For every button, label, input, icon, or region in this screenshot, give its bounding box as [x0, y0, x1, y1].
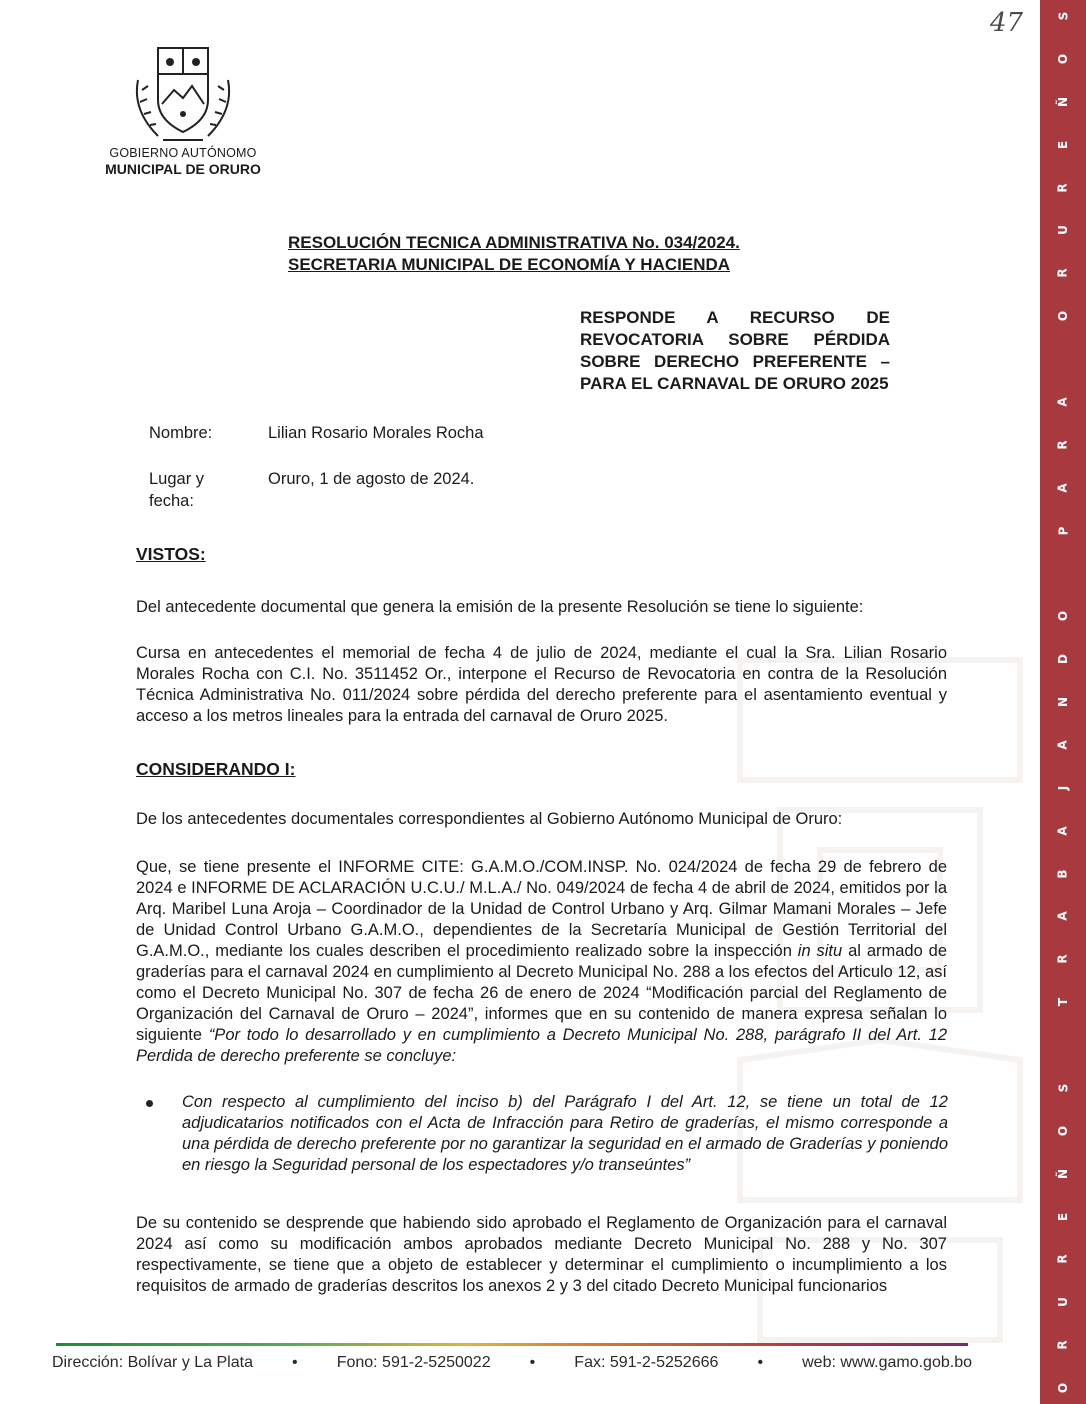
side-band-letter: R [1056, 954, 1070, 964]
footer-color-rule [56, 1343, 968, 1346]
org-name-line1: GOBIERNO AUTÓNOMO [109, 146, 257, 160]
side-band-letter: O [1055, 1382, 1070, 1394]
side-band-letter: O [1055, 53, 1070, 64]
municipal-coat-of-arms-logo [128, 40, 238, 152]
name-label: Nombre: [149, 424, 213, 442]
side-band [1040, 0, 1086, 1404]
side-band-letter: N [1055, 696, 1070, 708]
footer-phone: Fono: 591-2-5250022 [336, 1354, 491, 1371]
side-band-letter: R [1056, 1254, 1070, 1264]
handwritten-page-number: 47 [990, 8, 1024, 38]
side-band-letter: S [1056, 11, 1070, 21]
title-line-2: SECRETARIA MUNICIPAL DE ECONOMÍA Y HACIENDA [288, 255, 731, 274]
bullet-icon [146, 1100, 153, 1107]
side-band-letter: Ñ [1055, 96, 1070, 107]
side-band-letter: A [1055, 911, 1070, 922]
side-band-letter: R [1056, 1340, 1070, 1350]
side-band-letter: R [1056, 182, 1070, 193]
side-band-letter: A [1055, 397, 1070, 407]
side-band-letter: R [1056, 268, 1070, 278]
considerando-paragraph-1: De los antecedentes documentales correspondientes al Gobierno Autónomo Municipal de Oruro: [136, 810, 843, 828]
place-label-1: Lugar y [149, 470, 205, 488]
side-band-letter: A [1055, 740, 1070, 750]
bullet-item-1: Con respecto al cumplimiento del inciso b) del Parágrafo I del Art. 12, se tiene un total de 12 adjudicatarios notificados con el Acta de Infracción para Retiro de graderías, el mismo corresponde a una pérdida de derecho preferente por no garantizar la seguridad en el armado de Graderías y poniendo en riesgo la Seguridad personal de los espectadores y/o transeúntes” [182, 1093, 948, 1174]
side-band-letter: O [1055, 1125, 1070, 1136]
side-band-letter [1057, 357, 1069, 361]
footer-separator: • [292, 1354, 298, 1371]
place-label-2: fecha: [149, 492, 194, 510]
considerando-p2-part-b: al armado de graderías para el carnaval 2024 en cumplimiento al Decreto Municipal No. 288 a los efectos del Articulo 12, así como el Decreto Municipal No. 307 de fecha 26 de enero de 2024 “Modificación parcial del Reglamento de Organización del Carnaval de Oruro – 2024”, informes que en su contenido de manera expresa señalan lo siguiente [136, 942, 947, 1044]
footer-separator: • [529, 1354, 536, 1371]
footer-separator: • [757, 1354, 764, 1371]
place-date-value: Oruro, 1 de agosto de 2024. [268, 470, 475, 488]
side-band-letter [1057, 1043, 1069, 1047]
side-band-letter: U [1056, 1297, 1070, 1308]
vistos-paragraph-2: Cursa en antecedentes el memorial de fecha 4 de julio de 2024, mediante el cual la Sra. Lilian Rosario Morales Rocha con C.I. No. 3511452 Or., interpone el Recurso de Revocatoria en contra de la Resolución Técnica Administrativa No. 011/2024 sobre pérdida del derecho preferente para el asentamiento eventual y acceso a los metros lineales para la entrada del carnaval de Oruro 2025. [136, 644, 947, 725]
considerando-paragraph-3: De su contenido se desprende que habiendo sido aprobado el Reglamento de Organización para el carnaval 2024 así como su modificación ambos aprobados mediante Decreto Municipal No. 288 y No. 307 respectivamente, se tiene que a objeto de establecer y determinar el cumplimiento o incumplimiento a los requisitos de armado de graderías descritos los anexos 2 y 3 del citado Decreto Municipal funcionarios [136, 1214, 947, 1295]
side-band-letter: A [1055, 825, 1070, 836]
document-subject: RESPONDE A RECURSO DE REVOCATORIA SOBRE PÉRDIDA SOBRE DERECHO PREFERENTE – PARA EL CARNAVAL DE ORURO 2025 [580, 308, 890, 393]
vistos-heading: VISTOS: [136, 544, 206, 564]
side-band-letter: O [1055, 311, 1070, 322]
side-band-letter: E [1055, 140, 1070, 149]
vistos-paragraph-1: Del antecedente documental que genera la emisión de la presente Resolución se tiene lo siguiente: [136, 598, 864, 616]
considerando-heading: CONSIDERANDO I: [136, 759, 296, 779]
side-band-letter: U [1056, 225, 1070, 236]
side-band-letter: J [1056, 785, 1070, 790]
document-title [288, 232, 768, 276]
side-band-letter: P [1055, 526, 1070, 535]
side-band-letter: S [1056, 1083, 1070, 1093]
side-band-letter: O [1055, 611, 1070, 622]
title-line-1: RESOLUCIÓN TECNICA ADMINISTRATIVA No. 034/2024. [288, 233, 740, 252]
side-band-letter: D [1056, 654, 1070, 665]
org-name-line2: MUNICIPAL DE ORURO [105, 161, 261, 177]
side-band-letter [1057, 571, 1069, 575]
footer-contact [52, 1354, 972, 1372]
side-band-letter: T [1056, 998, 1070, 1007]
footer-address: Dirección: Bolívar y La Plata [52, 1354, 253, 1371]
footer-fax: Fax: 591-2-5252666 [574, 1354, 719, 1371]
considerando-p2-part-a: Que, se tiene presente el INFORME CITE: G.A.M.O./COM.INSP. No. 024/2024 de fecha 29 de febrero de 2024 e INFORME DE ACLARACIÓN U.C.U./ M.L.A./ No. 049/2024 de fecha 4 de abril de 2024, emitidos por la Arq. Maribel Luna Aroja – Coordinador de la Unidad de Control Urbano y Arq. Gilmar Mamani Morales – Jefe de Unidad Control Urbano G.A.M.O., dependientes de la Secretaría Municipal de Gestión Territorial del G.A.M.O., mediante los cuales describen el procedimiento realizado sobre la inspección [136, 858, 947, 960]
side-band-letter: R [1056, 440, 1070, 450]
considerando-p2-in-situ: in situ [797, 942, 843, 960]
side-band-letter: Ñ [1055, 1168, 1070, 1179]
footer-web-link[interactable]: web: www.gamo.gob.bo [802, 1354, 972, 1371]
side-band-letter: B [1056, 868, 1070, 879]
considerando-paragraph-2 [136, 857, 947, 1067]
considerando-p2-quote: “Por todo lo desarrollado y en cumplimiento a Decreto Municipal No. 288, parágrafo II del Art. 12 Perdida de derecho preferente se concluye: [136, 1026, 947, 1065]
name-value: Lilian Rosario Morales Rocha [268, 424, 484, 442]
side-band-letter: E [1055, 1212, 1070, 1221]
side-band-letter: A [1055, 482, 1070, 493]
